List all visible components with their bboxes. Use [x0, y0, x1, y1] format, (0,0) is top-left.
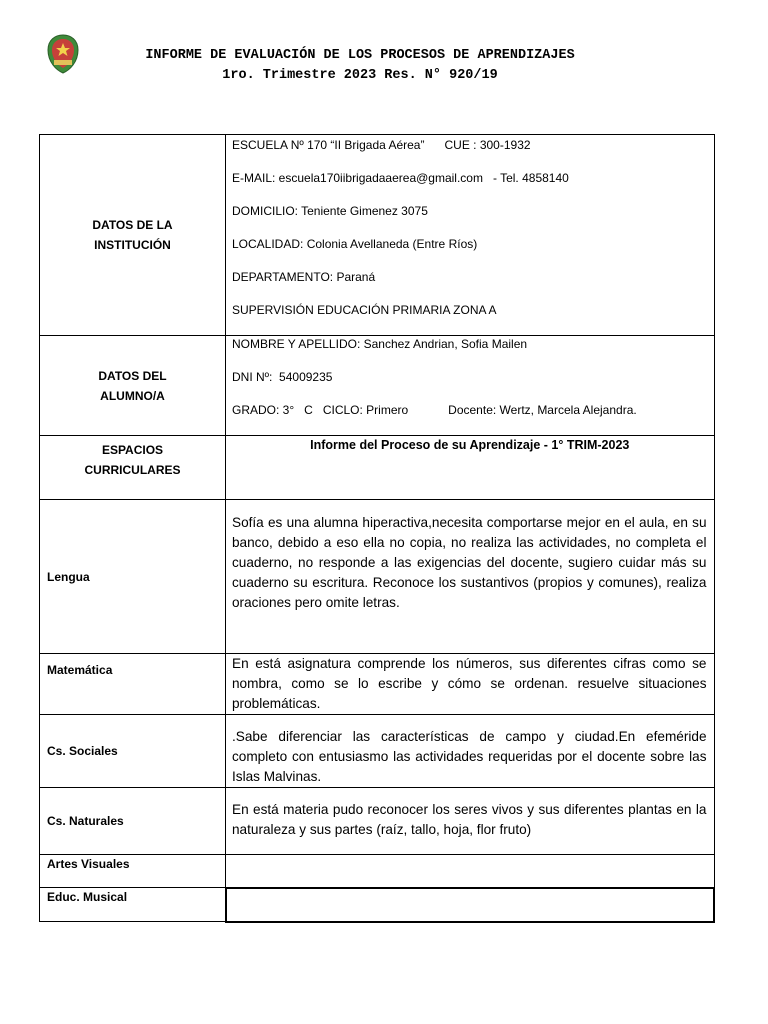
- subject-row-naturales: [40, 788, 715, 855]
- student-dni-line: DNI Nº: 54009235: [232, 370, 333, 384]
- student-label: DATOS DEL ALUMNO/A: [40, 336, 226, 436]
- subject-row-sociales: [40, 715, 715, 788]
- subject-comment: [226, 855, 715, 888]
- subject-comment: [226, 888, 715, 922]
- student-row: [40, 336, 715, 436]
- subject-name: Cs. Sociales: [40, 715, 226, 788]
- school-line: ESCUELA Nº 170 “II Brigada Aérea” CUE : 300-1932: [232, 138, 531, 152]
- institution-info: [226, 135, 715, 336]
- subject-comment: En está asignatura comprende los números, sus diferentes cifras como se nombra, como se lo escribe y cómo se ordenan. resuelve situaciones problemáticas.: [226, 654, 715, 715]
- supervision-line: SUPERVISIÓN EDUCACIÓN PRIMARIA ZONA A: [232, 303, 497, 317]
- institution-row: [40, 135, 715, 336]
- locality-line: LOCALIDAD: Colonia Avellaneda (Entre Ríos): [232, 237, 478, 251]
- subject-row-artes: [40, 855, 715, 888]
- student-name-line: NOMBRE Y APELLIDO: Sanchez Andrian, Sofia Mailen: [232, 337, 528, 351]
- address-line: DOMICILIO: Teniente Gimenez 3075: [232, 204, 428, 218]
- subject-row-lengua: [40, 500, 715, 654]
- subject-row-musical: [40, 888, 715, 922]
- document-header: [0, 46, 720, 86]
- institution-label: DATOS DE LA INSTITUCIÓN: [40, 135, 226, 336]
- subject-comment: .Sabe diferenciar las características de campo y ciudad.En efeméride completo con entusiasmo las actividades requeridas por el docente sobre las Islas Malvinas.: [226, 715, 715, 788]
- subject-comment: En está materia pudo reconocer los seres vivos y sus diferentes plantas en la naturaleza y sus partes (raíz, tallo, hoja, flor fruto): [226, 788, 715, 855]
- subject-name: Cs. Naturales: [40, 788, 226, 855]
- student-info: [226, 336, 715, 436]
- subject-comment: Sofía es una alumna hiperactiva,necesita comportarse mejor en el aula, en su banco, debido a eso ella no copia, no realiza las actividades, no completa el cuaderno, no responde a las exigencias del docente, sugiero cuidar más su cuaderno su escritura. Reconoce los sustantivos (propios y comunes), realiza oraciones pero omite letras.: [226, 500, 715, 654]
- report-title: Informe del Proceso de su Aprendizaje - 1° TRIM-2023: [226, 436, 715, 500]
- subject-row-matematica: [40, 654, 715, 715]
- email-line: E-MAIL: escuela170iibrigadaaerea@gmail.com - Tel. 4858140: [232, 171, 569, 185]
- evaluation-table: [39, 134, 715, 923]
- subject-name: Matemática: [40, 654, 226, 715]
- student-grade-line: GRADO: 3° C CICLO: Primero Docente: Wertz, Marcela Alejandra.: [232, 403, 637, 417]
- curricular-header-row: [40, 436, 715, 500]
- document-subtitle: 1ro. Trimestre 2023 Res. N° 920/19: [222, 68, 498, 83]
- curricular-label: ESPACIOS CURRICULARES: [40, 436, 226, 500]
- subject-name: Lengua: [40, 500, 226, 654]
- department-line: DEPARTAMENTO: Paraná: [232, 270, 376, 284]
- subject-name: Artes Visuales: [40, 855, 226, 888]
- subject-name: Educ. Musical: [40, 888, 226, 922]
- document-title: INFORME DE EVALUACIÓN DE LOS PROCESOS DE APRENDIZAJES: [145, 48, 575, 63]
